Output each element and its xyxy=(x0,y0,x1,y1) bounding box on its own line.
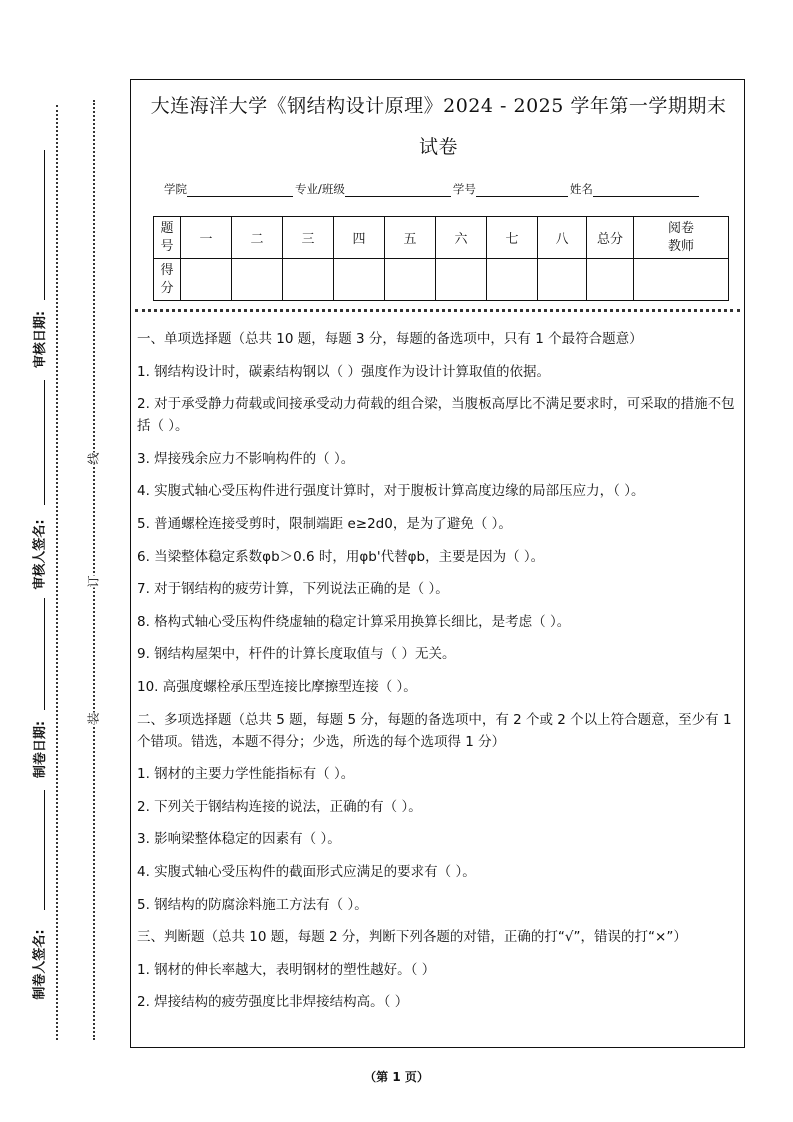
student-id-field[interactable] xyxy=(476,184,568,197)
question-number-header: 题 号 xyxy=(154,217,181,259)
cut-mark-bind: 订 xyxy=(86,575,101,588)
college-label: 学院 xyxy=(164,182,187,196)
score-cell[interactable] xyxy=(385,259,436,301)
signature-line-exam-author xyxy=(44,790,45,910)
score-cell[interactable] xyxy=(334,259,385,301)
student-info-row xyxy=(164,181,701,197)
signature-line-review-date xyxy=(44,150,45,300)
col-2: 二 xyxy=(232,217,283,259)
exam-content xyxy=(137,328,740,1024)
question: 4. 实腹式轴心受压构件的截面形式应满足的要求有（ ）。 xyxy=(137,863,476,880)
col-total: 总分 xyxy=(587,217,634,259)
score-cell[interactable] xyxy=(538,259,587,301)
col-7: 七 xyxy=(487,217,538,259)
college-field[interactable] xyxy=(187,184,293,197)
signature-line-reviewer xyxy=(44,380,45,505)
col-8: 八 xyxy=(538,217,587,259)
question: 5. 钢结构的防腐涂料施工方法有（ ）。 xyxy=(137,896,368,913)
question: 6. 当梁整体稳定系数φb＞0.6 时，用φb'代替φb，主要是因为（ ）。 xyxy=(137,548,545,565)
score-cell[interactable] xyxy=(436,259,487,301)
section-heading: 一、单项选择题（总共 10 题，每题 3 分，每题的备选项中，只有 1 个最符合题意） xyxy=(137,331,643,347)
question: 8. 格构式轴心受压构件绕虚轴的稳定计算采用换算长细比，是考虑（ ）。 xyxy=(137,613,571,630)
inner-dotted-line xyxy=(93,100,95,1040)
page-number: （第 1 页） xyxy=(364,1070,429,1084)
score-cell[interactable] xyxy=(487,259,538,301)
review-date-label: 审核日期: xyxy=(33,310,49,369)
score-row-header: 得 分 xyxy=(154,259,181,301)
question: 2. 焊接结构的疲劳强度比非焊接结构高。（ ） xyxy=(137,994,409,1011)
header-separator xyxy=(135,309,740,312)
question: 1. 钢材的主要力学性能指标有（ ）。 xyxy=(137,766,355,783)
question: 10. 高强度螺栓承压型连接比摩擦型连接（ ）。 xyxy=(137,678,417,695)
question: 3. 焊接残余应力不影响构件的（ ）。 xyxy=(137,450,355,467)
score-cell-total[interactable] xyxy=(587,259,634,301)
name-field[interactable] xyxy=(593,184,699,197)
reviewer-signature-label: 审核人签名: xyxy=(32,519,48,590)
student-id-label: 学号 xyxy=(452,182,476,196)
question: 1. 钢结构设计时，碳素结构钢以（ ）强度作为设计计算取值的依据。 xyxy=(137,363,550,380)
signature-line-exam-date xyxy=(44,598,45,710)
grader-header: 阅卷 教师 xyxy=(634,217,729,259)
exam-title-line1: 大连海洋大学《钢结构设计原理》2024 - 2025 学年第一学期期末 xyxy=(150,95,727,117)
name-label: 姓名 xyxy=(569,182,593,196)
col-5: 五 xyxy=(385,217,436,259)
section-heading: 三、判断题（总共 10 题，每题 2 分，判断下列各题的对错，正确的打“√”，错误的打“×”） xyxy=(137,929,687,946)
col-4: 四 xyxy=(334,217,385,259)
col-6: 六 xyxy=(436,217,487,259)
question: 4. 实腹式轴心受压构件进行强度计算时，对于腹板计算高度边缘的局部压应力，（ ）。 xyxy=(137,483,645,500)
cut-mark-line: 线 xyxy=(86,452,101,465)
question: 9. 钢结构屋架中，杆件的计算长度取值与（ ）无关。 xyxy=(137,646,456,663)
question: 5. 普通螺栓连接受剪时，限制端距 e≥2d0，是为了避免（ ）。 xyxy=(137,515,512,532)
col-1: 一 xyxy=(181,217,232,259)
exam-date-label: 制卷日期: xyxy=(33,720,49,779)
major-class-label: 专业/班级 xyxy=(295,182,345,196)
col-3: 三 xyxy=(283,217,334,259)
score-cell[interactable] xyxy=(181,259,232,301)
question: 3. 影响梁整体稳定的因素有（ ）。 xyxy=(137,831,341,848)
question: 2. 下列关于钢结构连接的说法，正确的有（ ）。 xyxy=(137,798,422,815)
score-cell[interactable] xyxy=(232,259,283,301)
exam-author-signature-label: 制卷人签名: xyxy=(32,929,48,1000)
exam-title-line2: 试卷 xyxy=(418,136,458,158)
grader-signature-cell[interactable] xyxy=(634,259,729,301)
exam-paper xyxy=(130,79,745,1048)
outer-dotted-line xyxy=(56,105,58,1040)
score-table xyxy=(153,216,729,301)
question: 2. 对于承受静力荷载或间接承受动力荷载的组合梁，当腹板高厚比不满足要求时，可采取的措施不包括（ ）。 xyxy=(137,396,735,435)
section-heading: 二、多项选择题（总共 5 题，每题 5 分，每题的备选项中，有 2 个或 2 个以上符合题意，至少有 1 个错项。错选，本题不得分；少选，所选的每个选项得 1 分） xyxy=(137,711,732,750)
score-cell[interactable] xyxy=(283,259,334,301)
question: 1. 钢材的伸长率越大，表明钢材的塑性越好。（ ） xyxy=(137,961,436,978)
question: 7. 对于钢结构的疲劳计算，下列说法正确的是（ ）。 xyxy=(137,581,449,598)
major-class-field[interactable] xyxy=(345,184,451,197)
cut-mark-pack: 装 xyxy=(86,712,101,725)
